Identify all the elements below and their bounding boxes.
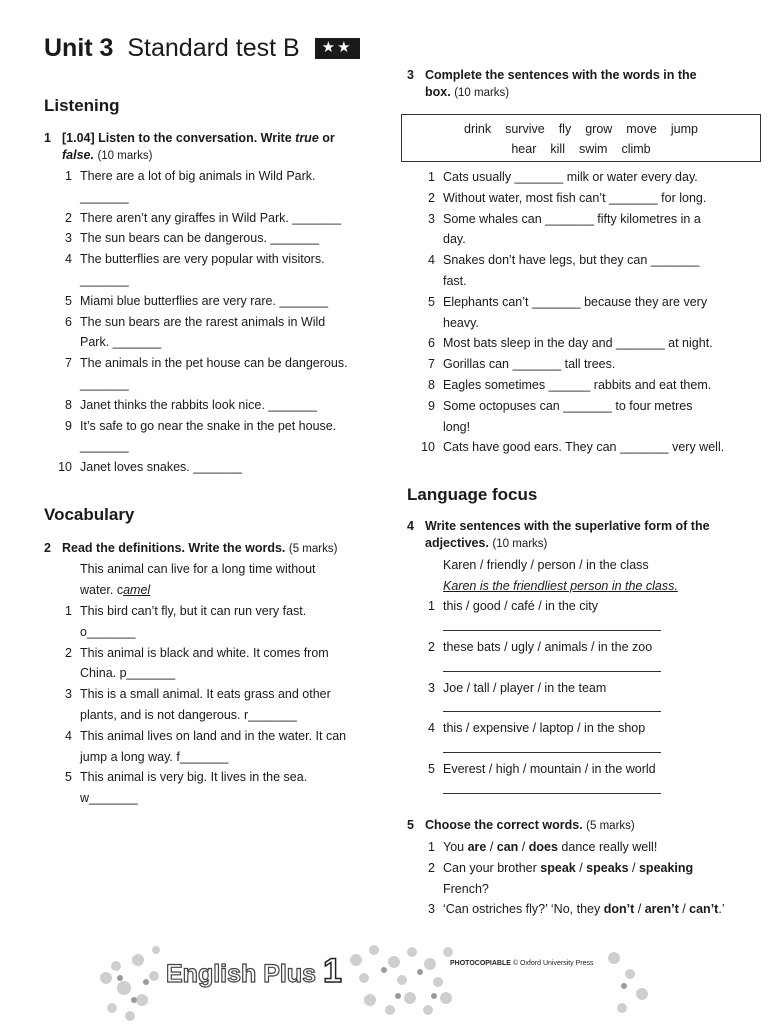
answer-line[interactable] — [407, 739, 737, 753]
list-item: 3 ‘Can ostriches fly?’ ‘No, they don’t / aren’t / can’t.’ — [428, 902, 725, 917]
list-item: 3 Joe / tall / player / in the team — [428, 680, 607, 695]
list-item: 4 The butterflies are very popular with visitors. — [65, 252, 325, 267]
answer-line[interactable] — [407, 698, 737, 712]
page-footer — [94, 938, 654, 1024]
list-item: 6 Most bats sleep in the day and _______ at night. — [428, 336, 713, 351]
list-item: 5 This animal is very big. It lives in the sea. — [65, 770, 308, 785]
list-item: _______ — [80, 376, 129, 391]
question-2-example — [44, 559, 364, 601]
list-item: 4 This animal lives on land and in the water. It can — [65, 728, 347, 743]
list-item: _______ — [80, 439, 129, 454]
question-4-instructions: 4 Write sentences with the superlative form of the adjectives. (10 marks) — [407, 519, 710, 550]
word-box-word: hear — [511, 142, 537, 156]
list-item: 1 This bird can’t fly, but it can run very fast. — [65, 604, 307, 618]
word-box — [401, 114, 761, 162]
word-box-word: grow — [585, 122, 613, 136]
word-box-word: jump — [670, 122, 698, 136]
list-item: 8 Janet thinks the rabbits look nice. _______ — [65, 397, 317, 412]
question-1-items — [44, 166, 364, 478]
list-item: 3 This is a small animal. It eats grass and other — [65, 687, 331, 702]
word-box-word: drink — [464, 122, 492, 136]
answer-line[interactable] — [407, 617, 737, 631]
question-4-example — [407, 555, 737, 597]
section-heading-vocabulary: Vocabulary — [44, 505, 135, 524]
unit-number: Unit 3 — [44, 34, 114, 62]
word-box-row — [402, 119, 760, 139]
list-item: 1 Cats usually _______ milk or water every day. — [428, 170, 698, 184]
list-item: 4 this / expensive / laptop / in the shop — [428, 721, 646, 736]
word-box-row — [402, 139, 760, 159]
list-item: 10 Janet loves snakes. _______ — [58, 460, 242, 475]
list-item: o_______ — [80, 624, 136, 639]
list-item: fast. — [443, 273, 467, 288]
list-item: 1 There are a lot of big animals in Wild Park. — [65, 169, 316, 183]
difficulty-stars: ★★ — [315, 38, 360, 59]
list-item: French? — [443, 881, 489, 896]
list-item: China. p_______ — [80, 666, 176, 681]
example-line: This animal can live for a long time without — [80, 562, 316, 576]
word-box-word: swim — [578, 142, 608, 156]
question-2-instructions: 2 Read the definitions. Write the words. (5 marks) — [44, 541, 338, 555]
section-heading-listening: Listening — [44, 96, 120, 115]
question-2-items — [44, 601, 364, 809]
list-item: w_______ — [80, 791, 138, 806]
list-item: 8 Eagles sometimes ______ rabbits and eat them. — [428, 377, 712, 392]
word-box-word: fly — [558, 122, 572, 136]
english-plus-logo: English Plus 1 — [166, 952, 342, 990]
list-item: 1 You are / can / does dance really well! — [428, 840, 658, 854]
list-item: 2 This animal is black and white. It comes from — [65, 645, 329, 660]
list-item: 7 Gorillas can _______ tall trees. — [428, 357, 616, 372]
list-item: 4 Snakes don’t have legs, but they can _______ — [428, 253, 700, 268]
test-title: Standard test B — [127, 34, 300, 62]
list-item: 5 Miami blue butterflies are very rare. _______ — [65, 293, 329, 308]
section-heading-language-focus: Language focus — [407, 485, 538, 504]
question-3-items — [407, 167, 737, 458]
list-item: _______ — [80, 189, 129, 204]
list-item: 3 The sun bears can be dangerous. _______ — [65, 231, 320, 246]
word-box-word: climb — [621, 142, 651, 156]
list-item: day. — [443, 232, 466, 247]
answer-line[interactable] — [407, 780, 737, 794]
example-line: water. camel — [80, 582, 151, 597]
list-item: 2 Can your brother speak / speaks / speaking — [428, 860, 694, 875]
answer-line[interactable] — [407, 658, 737, 672]
list-item: _______ — [80, 272, 129, 287]
question-4-items — [407, 596, 737, 800]
question-1-instructions: 1 [1.04] Listen to the conversation. Write true or false. (10 marks) — [44, 131, 335, 162]
list-item: Park. _______ — [80, 335, 162, 350]
list-item: plants, and is not dangerous. r_______ — [80, 707, 297, 722]
list-item: long! — [443, 419, 471, 434]
list-item: 2 these bats / ugly / animals / in the zoo — [428, 639, 653, 654]
list-item: jump a long way. f_______ — [80, 749, 229, 764]
question-3-instructions: 3 Complete the sentences with the words in the box. (10 marks) — [407, 68, 697, 99]
list-item: heavy. — [443, 315, 479, 330]
list-item: 9 It’s safe to go near the snake in the pet house. — [65, 418, 337, 433]
word-box-word: move — [626, 122, 657, 136]
copyright-notice: PHOTOCOPIABLE © Oxford University Press — [450, 960, 594, 967]
question-5-items — [407, 837, 747, 920]
word-box-word: kill — [550, 142, 565, 156]
list-item: 5 Everest / high / mountain / in the world — [428, 762, 656, 777]
list-item: 9 Some octopuses can _______ to four metres — [428, 398, 693, 413]
list-item: 7 The animals in the pet house can be dangerous. — [65, 356, 348, 371]
list-item: 6 The sun bears are the rarest animals in Wild — [65, 314, 326, 329]
question-5-instructions: 5 Choose the correct words. (5 marks) — [407, 818, 635, 832]
list-item: 10 Cats have good ears. They can _______ very well. — [421, 440, 725, 455]
list-item: 5 Elephants can’t _______ because they are very — [428, 294, 708, 309]
list-item: 1 this / good / café / in the city — [428, 599, 598, 613]
word-box-word: survive — [505, 122, 545, 136]
list-item: 2 Without water, most fish can’t _______ for long. — [428, 190, 707, 205]
example-answer: Karen is the friendliest person in the class. — [443, 578, 678, 593]
page-title — [44, 34, 360, 63]
example-prompt: Karen / friendly / person / in the class — [443, 558, 649, 572]
list-item: 3 Some whales can _______ fifty kilometres in a — [428, 211, 701, 226]
list-item: 2 There aren’t any giraffes in Wild Park. _______ — [65, 210, 342, 225]
